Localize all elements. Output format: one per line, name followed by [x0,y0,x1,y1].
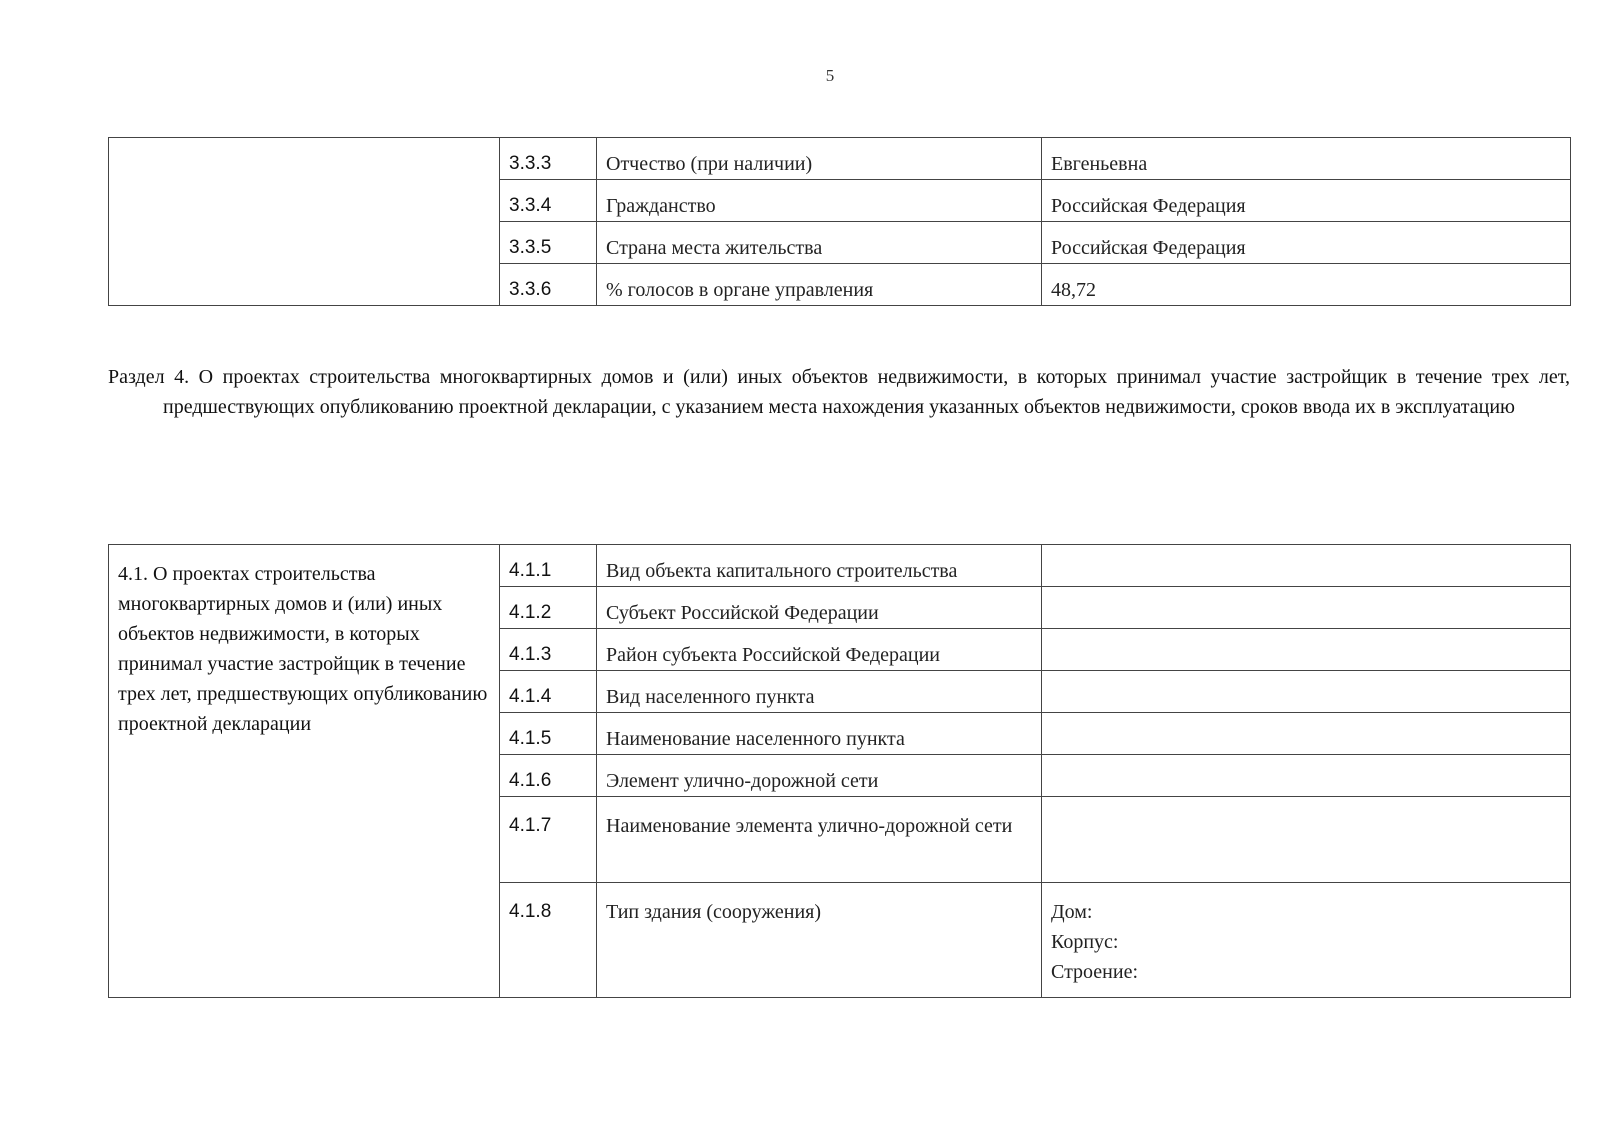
row-value: Российская Федерация [1042,180,1571,222]
row-value: Российская Федерация [1042,222,1571,264]
empty-left-cell [109,138,500,306]
row-label: Район субъекта Российской Федерации [597,629,1042,671]
row-code: 4.1.7 [500,797,597,883]
row-value [1042,755,1571,797]
row-code: 3.3.4 [500,180,597,222]
row-code: 4.1.8 [500,883,597,998]
row-label: Страна места жительства [597,222,1042,264]
row-value [1042,713,1571,755]
row-value [1042,587,1571,629]
row-value: Евгеньевна [1042,138,1571,180]
row-code: 4.1.5 [500,713,597,755]
row-value [1042,671,1571,713]
row-label: % голосов в органе управления [597,264,1042,306]
row-code: 3.3.6 [500,264,597,306]
structure-label: Строение: [1051,961,1139,983]
row-value [1042,629,1571,671]
row-label: Тип здания (сооружения) [597,883,1042,998]
projects-table [108,544,1571,998]
row-code: 4.1.2 [500,587,597,629]
row-value [1042,545,1571,587]
left-heading-text: 4.1. О проектах строительства многоквартирных домов и (или) иных объектов недвижимости, в которых принимал участие застройщик в течение трех лет, предшествующих опубликованию проектной декларации [118,563,488,735]
row-label: Наименование элемента улично-дорожной сети [597,797,1042,883]
row-label: Субъект Российской Федерации [597,587,1042,629]
row-code: 3.3.3 [500,138,597,180]
row-label: Вид населенного пункта [597,671,1042,713]
house-label: Дом: [1051,901,1093,923]
table-row [109,138,1571,180]
row-code: 4.1.3 [500,629,597,671]
row-label: Вид объекта капитального строительства [597,545,1042,587]
projects-left-heading [109,545,500,998]
row-value: 48,72 [1042,264,1571,306]
founder-details-table [108,137,1571,306]
building-type-values [1042,883,1571,998]
table-row [109,545,1571,587]
row-code: 4.1.4 [500,671,597,713]
row-label: Наименование населенного пункта [597,713,1042,755]
row-label: Гражданство [597,180,1042,222]
section-4-title: Раздел 4. О проектах строительства многоквартирных домов и (или) иных объектов недвижимости, в которых принимал участие застройщик в течение трех лет, предшествующих опубликованию проектной декларации, с указанием места нахождения указанных объектов недвижимости, сроков ввода их в эксплуатацию [108,366,1570,418]
block-label: Корпус: [1051,931,1119,953]
row-code: 4.1.1 [500,545,597,587]
row-code: 3.3.5 [500,222,597,264]
row-label: Элемент улично-дорожной сети [597,755,1042,797]
row-code: 4.1.6 [500,755,597,797]
row-label: Отчество (при наличии) [597,138,1042,180]
page-number: 5 [825,66,835,85]
row-value [1042,797,1571,883]
